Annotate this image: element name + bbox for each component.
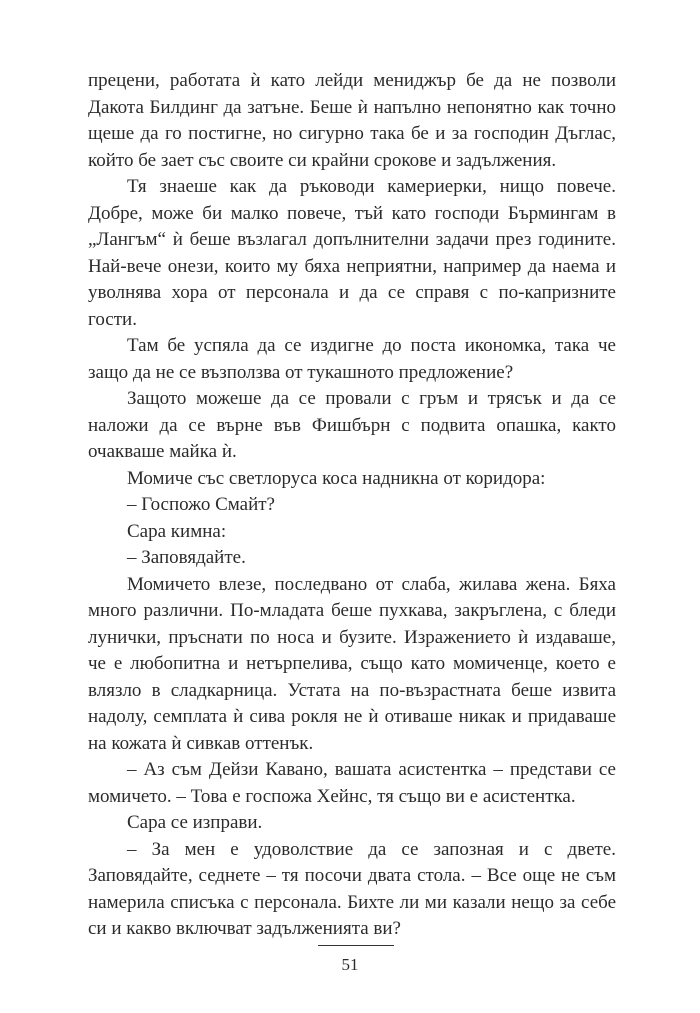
paragraph-11: Сара се изправи. [127,812,263,833]
paragraph-5: Момиче със светлоруса коса надникна от коридора: [127,467,546,489]
paragraph-2: Тя знаеше как да ръководи камериерки, нищо повече. Добре, може би малко повече, тъй като господи Бърмингам в „Лангъм“ ѝ беше възлагал допълнителни задачи през годините. Най-вече онези, които му бяха неприятни, например да наема и уволнява хора от персонала и да се справя с по-капризните гости. [88,176,616,330]
paragraph-3: Там бе успяла да се издигне до поста икономка, така че защо да не се възползва от тукашното предложение? [88,335,616,383]
paragraph-7: Сара кимна: [127,520,227,542]
paragraph-4: Защото можеше да се провали с гръм и трясък и да се наложи да се върне във Фишбърн с подвита опашка, както очакваше майка ѝ. [88,388,616,462]
paragraph-8: – Заповядайте. [127,547,246,568]
paragraph-9: Момичето влезе, последвано от слаба, жилава жена. Бяха много различни. По-младата беше пухкава, закръглена, с бледи лунички, пръснати по носа и бузите. Изражението ѝ издаваше, че е любопитна и нетърпелива, също като момиченце, което е влязло в сладкарница. Устата на по-възрастната беше извита надолу, семплата ѝ сива рокля не ѝ отиваше никак и придаваше на кожата ѝ сивкав оттенък. [88,573,616,754]
paragraph-6: – Госпожо Смайт? [127,494,275,515]
page-body [88,68,616,943]
paragraph-10: – Аз съм Дейзи Кавано, вашата асистентка – представи се момичето. – Това е госпожа Хейнс, тя също ви е асистентка. [88,759,616,807]
footer-divider [318,945,394,946]
page-number: 51 [341,955,359,974]
paragraph-1: прецени, работата ѝ като лейди мениджър бе да не позволи Дакота Билдинг да затъне. Беше ѝ напълно непонятно как точно щеше да го постигне, но сигурно така бе и за господин Дъглас, който бе зает със своите си крайни срокове и задължения. [88,70,616,171]
paragraph-12: – За мен е удоволствие да се запозная и с двете. Заповядайте, седнете – тя посочи двата стола. – Все още не съм намерила списъка с персонала. Бихте ли ми казали нещо за себе си и какво включват задълженията ви? [88,838,616,939]
